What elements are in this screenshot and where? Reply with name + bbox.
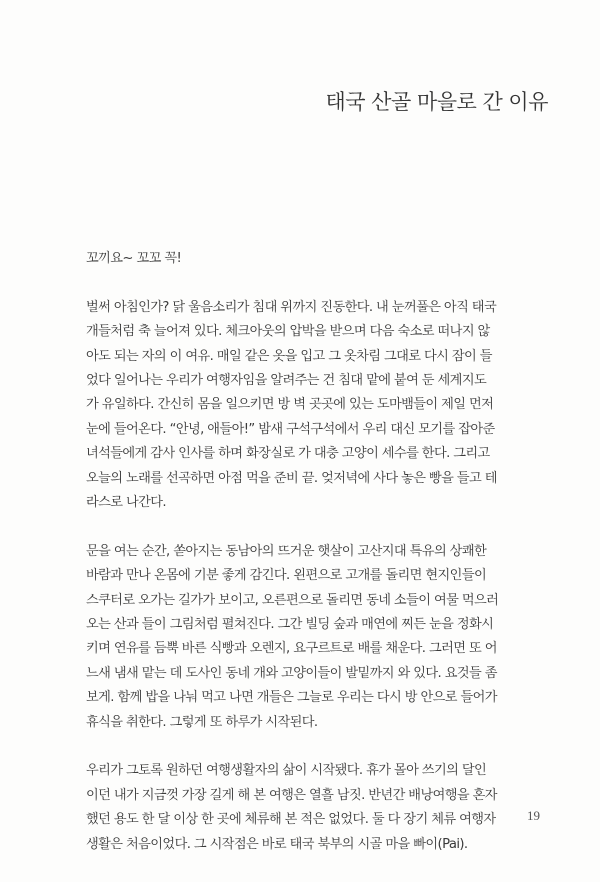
- chapter-title: 태국 산골 마을로 간 이유: [325, 90, 548, 114]
- paragraph-traveler-life: [86, 759, 518, 857]
- body-text: [86, 247, 518, 882]
- text-line: 했던 용도 한 달 이상 한 곳에 체류해 본 적은 없었다. 둘 다 장기 체류 여행자: [86, 812, 496, 828]
- text-line: 보게. 함께 밥을 나눠 먹고 나면 개들은 그늘로 우리는 다시 방 안으로 들어가: [86, 690, 497, 706]
- text-line: 스쿠터로 오가는 길가가 보이고, 오른편으로 돌리면 동네 소들이 여물 먹으러: [86, 592, 499, 608]
- text-line: 벌써 아침인가? 닭 울음소리가 침대 위까지 진동한다. 내 눈꺼풀은 아직 태국: [86, 299, 497, 315]
- text-line: 녀석들에게 감사 인사를 하며 화장실로 가 대충 고양이 세수를 한다. 그리고: [86, 446, 490, 462]
- text-line: 느새 냄새 맡는 데 도사인 동네 개와 고양이들이 발밑까지 와 있다. 요것들 좀: [86, 665, 497, 681]
- text-line: 바람과 만나 온몸에 기분 좋게 감긴다. 왼편으로 고개를 돌리면 현지인들이: [86, 568, 487, 584]
- paragraph-terrace: [86, 540, 518, 735]
- text-line: 생활은 처음이었다. 그 시작점은 바로 태국 북부의 시골 마을 빠이(Pai).: [86, 836, 468, 852]
- text-line: 이던 내가 지금껏 가장 길게 해 본 여행은 열흘 남짓. 반년간 배낭여행을 혼자: [86, 787, 497, 803]
- text-line: 었다 일어나는 우리가 여행자임을 알려주는 건 침대 맡에 붙여 둔 세계지도: [86, 373, 487, 389]
- text-line: 가 유일하다. 간신히 몸을 일으키면 방 벽 곳곳에 있는 도마뱀들이 제일 먼저: [86, 397, 494, 413]
- text-line: 꼬끼요~ 꼬꼬 꼭!: [86, 251, 182, 266]
- paragraph-morning: [86, 296, 518, 516]
- page-number: 19: [527, 808, 540, 823]
- text-line: 오는 산과 들이 그림처럼 펼쳐진다. 그간 빌딩 숲과 매연에 찌든 눈을 정화시: [86, 617, 494, 633]
- text-line: 개들처럼 축 늘어져 있다. 체크아웃의 압박을 받으며 다음 숙소로 떠나지 않: [86, 324, 490, 340]
- text-line: 문을 여는 순간, 쏟아지는 동남아의 뜨거운 햇살이 고산지대 특유의 상쾌한: [86, 543, 487, 559]
- text-line: 우리가 그토록 원하던 여행생활자의 삶이 시작됐다. 휴가 몰아 쓰기의 달인: [86, 763, 487, 779]
- text-line: 라스로 나간다.: [86, 495, 167, 511]
- text-line: 아도 되는 자의 이 여유. 매일 같은 옷을 입고 그 옷차림 그대로 다시 잠이 들: [86, 348, 492, 364]
- text-line: 키며 연유를 듬뿍 바른 식빵과 오렌지, 요구르트로 배를 채운다. 그러면 또 어: [86, 641, 497, 657]
- paragraph-exclamation: [86, 247, 518, 271]
- text-line: 오늘의 노래를 선곡하면 아점 먹을 준비 끝. 엊저녁에 사다 놓은 빵을 들고 테: [86, 470, 497, 486]
- text-line: 눈에 들어온다. “안녕, 애들아!” 밤새 구석구석에서 우리 대신 모기를 잡아준: [86, 421, 495, 437]
- text-line: 휴식을 취한다. 그렇게 또 하루가 시작된다.: [86, 714, 318, 730]
